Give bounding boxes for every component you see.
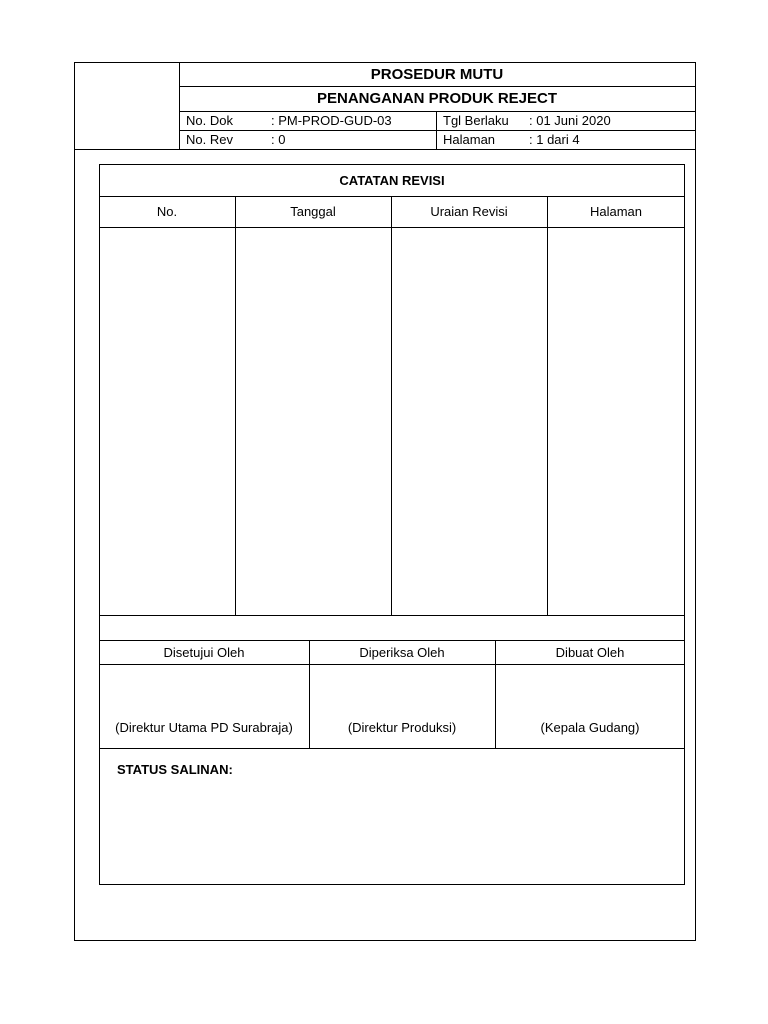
approval-role-direktur-produksi: (Direktur Produksi) [347,720,457,735]
revision-col-divider-3 [547,196,548,615]
header-divider-2 [179,111,695,112]
no-rev-label: No. Rev [186,132,233,147]
revision-col-divider-2 [391,196,392,615]
tgl-berlaku-label: Tgl Berlaku [443,113,509,128]
header-bottom [74,149,696,150]
no-rev-value: : 0 [271,132,286,147]
status-salinan-label: STATUS SALINAN: [117,762,233,777]
revision-table-bottom [99,615,685,616]
halaman-label: Halaman [443,132,496,147]
revision-header-bottom [99,227,685,228]
header-divider-3 [179,130,695,131]
header-divider-1 [179,86,695,87]
approval-top [99,640,685,641]
tgl-berlaku-value: : 01 Juni 2020 [529,113,611,128]
revision-title: CATATAN REVISI [339,173,445,188]
no-dok-label: No. Dok [186,113,233,128]
approval-col-dibuat: Dibuat Oleh [555,645,625,660]
revision-col-halaman: Halaman [589,204,643,219]
approval-col-diperiksa: Diperiksa Oleh [359,645,445,660]
approval-header-bottom [99,664,685,665]
header-info-divider [436,111,437,149]
document-title: PROSEDUR MUTU [370,66,504,83]
approval-bottom [99,748,685,749]
halaman-value: : 1 dari 4 [529,132,580,147]
revision-col-tanggal: Tanggal [290,204,336,219]
no-dok-value: : PM-PROD-GUD-03 [271,113,392,128]
approval-col-disetujui: Disetujui Oleh [163,645,245,660]
revision-col-uraian: Uraian Revisi [430,204,508,219]
revision-title-bottom [99,196,685,197]
revision-col-divider-1 [235,196,236,615]
document-subtitle: PENANGANAN PRODUK REJECT [316,90,558,107]
approval-role-kepala-gudang: (Kepala Gudang) [540,720,640,735]
approval-role-direktur-utama: (Direktur Utama PD Surabraja) [115,720,293,735]
revision-col-no: No. [156,204,178,219]
